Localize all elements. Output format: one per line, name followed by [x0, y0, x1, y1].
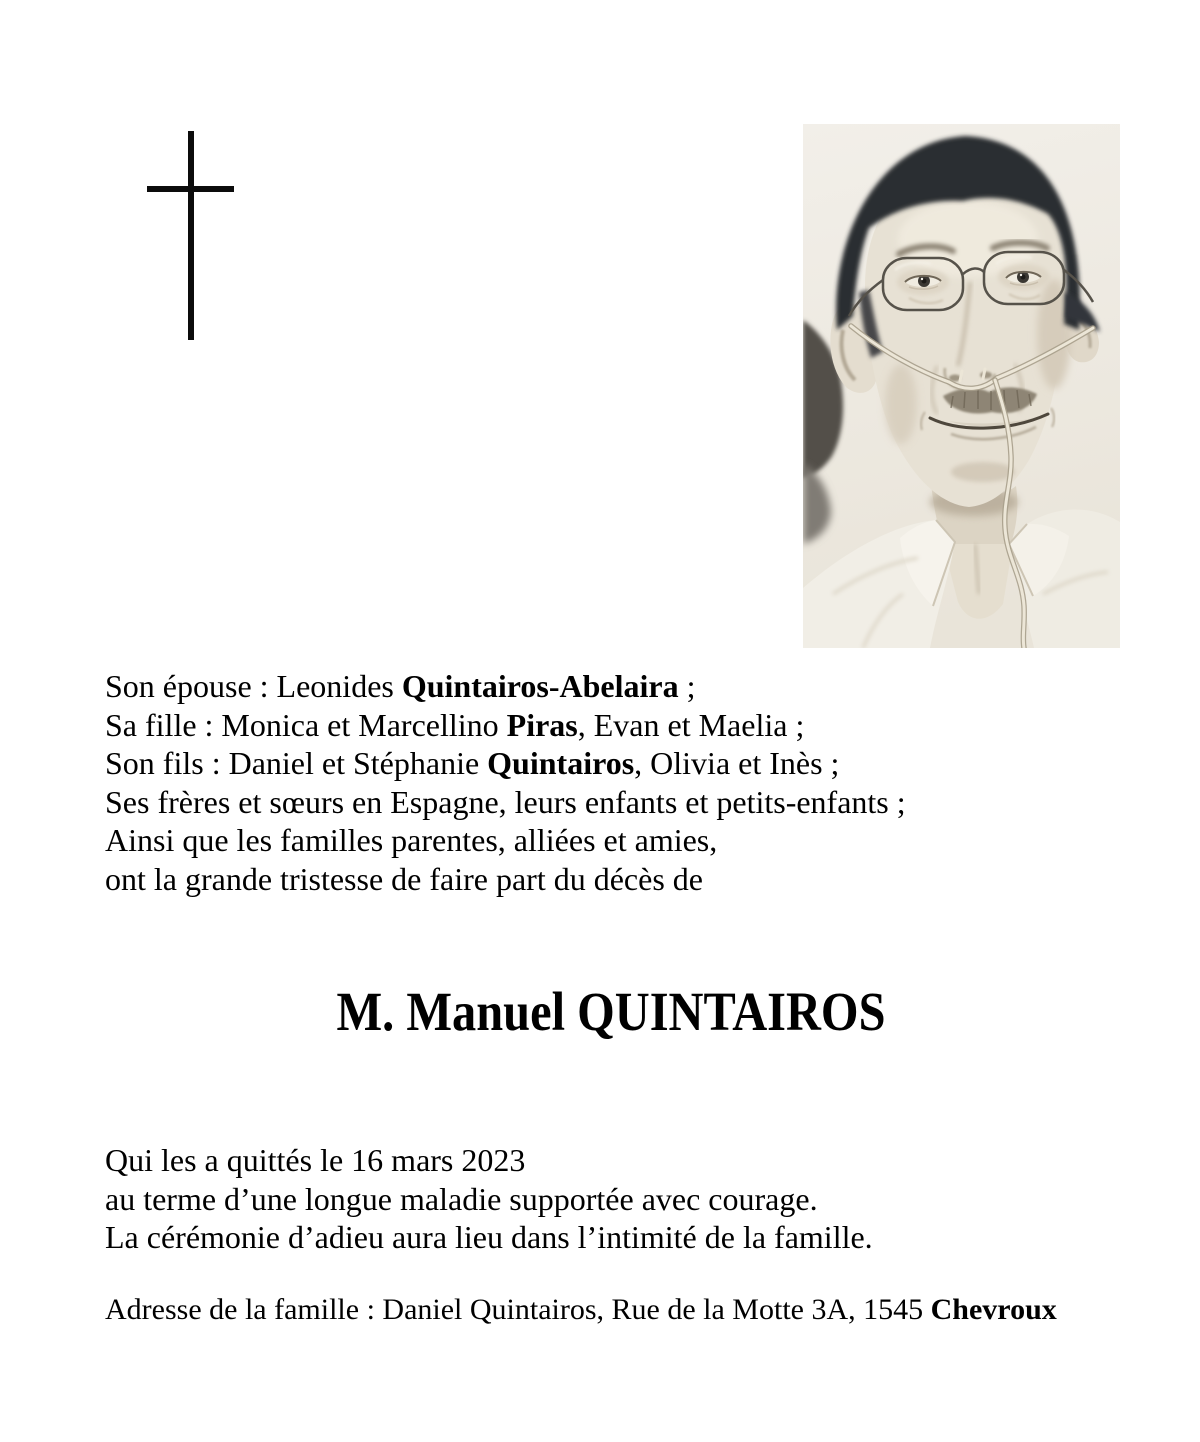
name-emphasis: Piras — [506, 706, 578, 743]
portrait-photo-illustration — [803, 124, 1120, 648]
intro-paragraph — [105, 667, 906, 899]
text-segment: , Olivia et Inès ; — [634, 745, 840, 782]
text-segment: Ainsi que les familles parentes, alliées et amies, — [105, 822, 718, 859]
text-segment: Son épouse : Leonides — [105, 668, 402, 704]
intro-line — [105, 667, 906, 706]
text-segment: Adresse de la famille : Daniel Quintairos, Rue de la Motte 3A, 1545 — [105, 1293, 931, 1326]
intro-line — [105, 821, 906, 860]
details-line: Qui les a quittés le 16 mars 2023 — [105, 1142, 526, 1178]
deceased-name: M. Manuel QUINTAIROS — [336, 981, 886, 1042]
cross-horizontal-bar — [147, 186, 234, 192]
intro-line — [105, 783, 906, 822]
portrait-photo — [803, 124, 1120, 648]
intro-line — [105, 860, 906, 899]
text-segment: Son fils : Daniel et Stéphanie — [105, 745, 488, 782]
text-segment: ont la grande tristesse de faire part du décès de — [105, 860, 703, 897]
text-segment: Sa fille : Monica et Marcellino — [105, 706, 507, 743]
intro-line — [105, 744, 906, 783]
family-address — [105, 1292, 1057, 1328]
details-paragraph — [105, 1141, 873, 1257]
cross-vertical-bar — [188, 131, 194, 340]
name-emphasis: Chevroux — [930, 1293, 1057, 1326]
text-segment: ; — [678, 668, 696, 704]
name-emphasis: Quintairos-Abelaira — [401, 668, 679, 704]
text-segment: , Evan et Maelia ; — [577, 706, 805, 743]
text-segment: Ses frères et sœurs en Espagne, leurs enfants et petits-enfants ; — [105, 783, 906, 820]
details-line: La cérémonie d’adieu aura lieu dans l’intimité de la famille. — [105, 1219, 873, 1256]
name-emphasis: Quintairos — [487, 745, 635, 782]
intro-line — [105, 706, 906, 745]
details-line: au terme d’une longue maladie supportée avec courage. — [105, 1180, 818, 1217]
